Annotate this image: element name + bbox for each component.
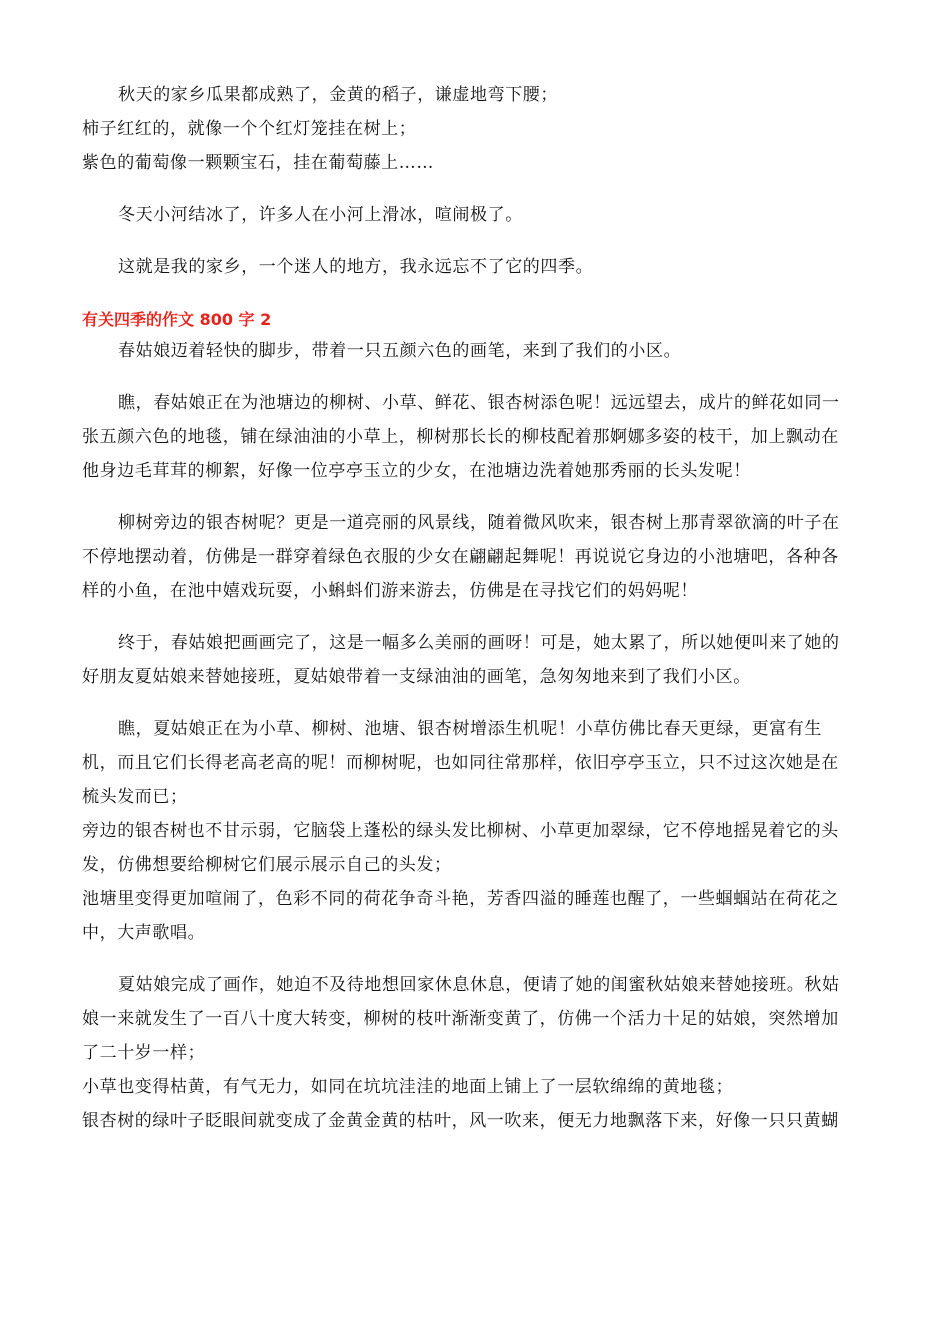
text-line: 不停地摆动着，仿佛是一群穿着绿色衣服的少女在翩翩起舞呢！再说说它身边的小池塘吧，各种各 [82, 547, 839, 567]
text-line: 机，而且它们长得老高老高的呢！而柳树呢，也如同往常那样，依旧亭亭玉立，只不过这次她是在 [82, 753, 839, 773]
text-line: 秋天的家乡瓜果都成熟了，金黄的稻子，谦虚地弯下腰； [118, 85, 558, 105]
text-line: 瞧，夏姑娘正在为小草、柳树、池塘、银杏树增添生机呢！小草仿佛比春天更绿，更富有生 [118, 719, 822, 739]
text-line: 夏姑娘完成了画作，她迫不及待地想回家休息休息，便请了她的闺蜜秋姑娘来替她接班。秋姑 [118, 975, 840, 995]
text-line: 池塘里变得更加喧闹了，色彩不同的荷花争奇斗艳，芳香四溢的睡莲也醒了，一些蝈蝈站在荷花之 [82, 889, 839, 909]
text-line: 了二十岁一样； [82, 1043, 206, 1063]
text-line: 银杏树的绿叶子眨眼间就变成了金黄金黄的枯叶，风一吹来，便无力地飘落下来，好像一只只黄蝴 [82, 1111, 839, 1131]
text-line: 小草也变得枯黄，有气无力，如同在坑坑洼洼的地面上铺上了一层软绵绵的黄地毯； [82, 1077, 734, 1097]
text-line: 瞧，春姑娘正在为池塘边的柳树、小草、鲜花、银杏树添色呢！远远望去，成片的鲜花如同一 [118, 393, 840, 413]
section-heading: 有关四季的作文 800 字 2 [82, 310, 272, 329]
text-line: 他身边毛茸茸的柳絮，好像一位亭亭玉立的少女，在池塘边洗着她那秀丽的长头发呢！ [82, 461, 751, 481]
text-line: 张五颜六色的地毯，铺在绿油油的小草上，柳树那长长的柳枝配着那婀娜多姿的枝干，加上飘动在 [82, 427, 839, 447]
text-line: 柿子红红的，就像一个个红灯笼挂在树上； [82, 119, 417, 139]
text-line: 柳树旁边的银杏树呢？更是一道亮丽的风景线，随着微风吹来，银杏树上那青翠欲滴的叶子在 [118, 513, 840, 533]
document-page [82, 78, 862, 1138]
text-line: 样的小鱼，在池中嬉戏玩耍，小蝌蚪们游来游去，仿佛是在寻找它们的妈妈呢！ [82, 581, 698, 601]
text-line: 娘一来就发生了一百八十度大转变，柳树的枝叶渐渐变黄了，仿佛一个活力十足的姑娘，突然增加 [82, 1009, 839, 1029]
text-line: 终于，春姑娘把画画完了，这是一幅多么美丽的画呀！可是，她太累了，所以她便叫来了她的 [118, 633, 840, 653]
text-line: 紫色的葡萄像一颗颗宝石，挂在葡萄藤上…… [82, 153, 434, 173]
text-line: 梳头发而已； [82, 787, 188, 807]
text-line: 春姑娘迈着轻快的脚步，带着一只五颜六色的画笔，来到了我们的小区。 [118, 341, 682, 361]
text-line: 发，仿佛想要给柳树它们展示展示自己的头发； [82, 855, 452, 875]
text-line: 这就是我的家乡，一个迷人的地方，我永远忘不了它的四季。 [118, 257, 594, 277]
text-line: 旁边的银杏树也不甘示弱，它脑袋上蓬松的绿头发比柳树、小草更加翠绿，它不停地摇晃着它的头 [82, 821, 839, 841]
text-line: 好朋友夏姑娘来替她接班，夏姑娘带着一支绿油油的画笔，急匆匆地来到了我们小区。 [82, 667, 751, 687]
text-line: 冬天小河结冰了，许多人在小河上滑冰，喧闹极了。 [118, 205, 523, 225]
text-line: 中，大声歌唱。 [82, 923, 206, 943]
